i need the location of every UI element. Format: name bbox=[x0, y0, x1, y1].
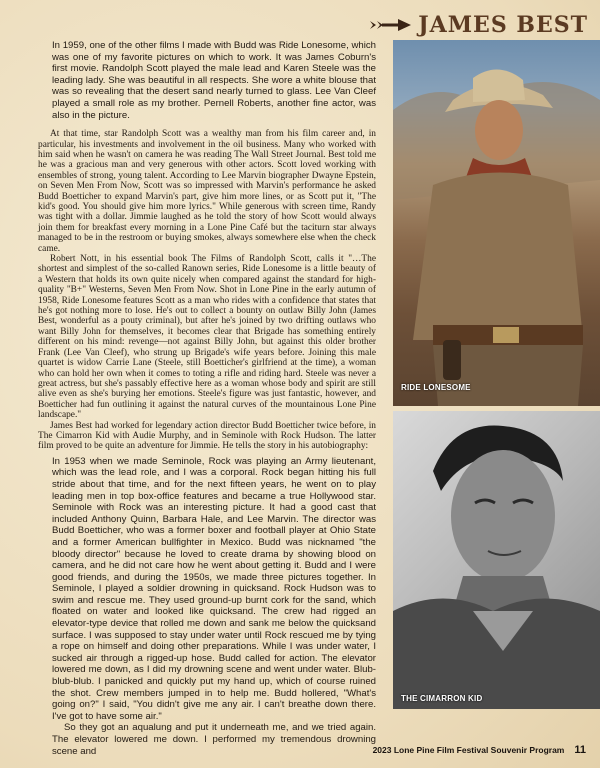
cowboy-figure-illustration bbox=[393, 40, 600, 406]
quote-paragraph-6: So they got an aqualung and put it underneath me, and we tried again. The elevator lowered me down. I performed my tremendous drowning scene and bbox=[52, 722, 376, 757]
narrative-paragraph-4: James Best had worked for legendary action director Budd Boetticher twice before, in The Cimarron Kid with Audie Murphy, and in Seminole with Rock Hudson. The latter film proved to be quite an adventure for Jimmie. He tells the story in his autobiography: bbox=[38, 420, 376, 452]
page-footer bbox=[373, 744, 586, 756]
photo-ride-lonesome bbox=[393, 40, 600, 406]
section-title: JAMES BEST bbox=[418, 12, 588, 38]
photo-cimarron-kid bbox=[393, 411, 600, 709]
quote-paragraph-5: In 1953 when we made Seminole, Rock was playing an Army lieutenant, which was the lead role, and I was a corporal. Rock began hitting his full stride about that time, and for the next fifteen years, he went on to play leading men in top box-office features and became a true Hollywood star. Seminole with Rock was an interesting picture. It had a good cast that included Anthony Quinn, Barbara Hale, and Lee Marvin. The director was Budd Boetticher, who was a former boxer and football player at Ohio State and a former American bullfighter in Mexico. Budd was nicknamed "the bloody director" because he loved to create drama by showing blood on camera, and he did not care how he went about getting it. Budd and I were good friends, and during the 1950s, we made three pictures together. In Seminole, I played a soldier drowning in quicksand. Rock Hudson was to swim and rescue me. They used ground-up burnt cork for the sand, which floated on water and looked like quicksand. The crew had rigged an elevator-type device that rolled me down and sank me below the quicksand surface. I was supposed to stay under water until Rock rescued me by tying a rope on himself and doing other preparations. While I was under water, I sucked air through a rigged-up hose. Budd called for action. The elevator lowered me down, as I did my drowning scene and went under water. Blub-blub-blub. I panicked and quickly put my hand up, which of course ruined the shot. Crew members jumped in to help me. Budd hollered, "What's going on?" I said, "You didn't give me any air. I can't breathe down there. I've got to have some air." bbox=[52, 455, 376, 722]
publication-name: 2023 Lone Pine Film Festival Souvenir Program bbox=[372, 745, 565, 755]
quote-paragraph-1: In 1959, one of the other films I made with Budd was Ride Lonesome, which was one of my favorite pictures on which to work. It was James Coburn's first movie. Randolph Scott played the male lead and Karen Steele was the leading lady. She was beautiful in all respects. She wore a white blouse that was so revealing that the desert sand nearly turned to glass. Lee Van Cleef played a small role as my brother. Pernell Roberts, another fine actor, was also in the picture. bbox=[52, 40, 376, 121]
photo-caption-ride-lonesome: RIDE LONESOME bbox=[401, 383, 471, 392]
article-column bbox=[12, 40, 388, 757]
narrative-paragraph-2: At that time, star Randolph Scott was a wealthy man from his film career and, in particular, his investments and involvement in the oil business. Many who worked with him said when he wasn't on camera he was reading The Wall Street Journal. Best told me he was a gracious man and very generous with other actors. Scott loved working with ensembles of strong, young talent. According to Lee Marvin biographer Dwayne Epstein, on Seven Men From Now, Scott was so impressed with Marvin's performance he asked Budd Boetticher to expand Marvin's part, give him more lines, or as Scott put it, "The kid's good. You should give him more lyrics." While generous with screen time, Randy was tight with a dollar. Jimmie laughed as he told the story of how Scott would always join them for breakfast every morning in a Lone Pine Café but the taciturn star always managed to be in the restroom or buying smokes, always somewhere else when the check came. bbox=[38, 129, 376, 254]
page-header bbox=[368, 10, 588, 40]
portrait-illustration bbox=[393, 411, 600, 709]
photo-caption-cimarron-kid: THE CIMARRON KID bbox=[401, 694, 483, 703]
narrative-paragraph-3: Robert Nott, in his essential book The Films of Randolph Scott, calls it "…The shortest and simplest of the so-called Ranown series, Ride Lonesome is a little beauty of a Western that holds its own quite nicely when compared against the standard for high-quality "B+" Westerns, Seven Men From Now. Shot in Lone Pine in the early autumn of 1958, Ride Lonesome features Scott as a man who rides with a confidence that states that he's got nothing more to lose. He's out to collect a bounty on outlaw Billy John (James Best, wonderful as a pouty criminal), but after he's joined by two drifting outlaws who want Billy John for themselves, it becomes clear that Brigade has something entirely different on his mind: revenge—not against Billy John, but against this older brother Frank (Lee Van Cleef), who strung up Brigade's wife years before. Joining this male quartet is widow Carrie Lane (Steele, still Boetticher's girlfriend at the time), a woman who can hold her own when it comes to toting a rifle and riding hard. Steele was never a great actress, but she's passably effective here as a woman whose body and spirit are still alive even as she's burying her emotions. Steele's figure was just fantastic, however, and Boetticher had fun outlining it against the natural curves of the mountainous Lone Pine landscape." bbox=[38, 254, 376, 421]
arrow-icon bbox=[368, 17, 412, 33]
page-number: 11 bbox=[574, 744, 586, 756]
